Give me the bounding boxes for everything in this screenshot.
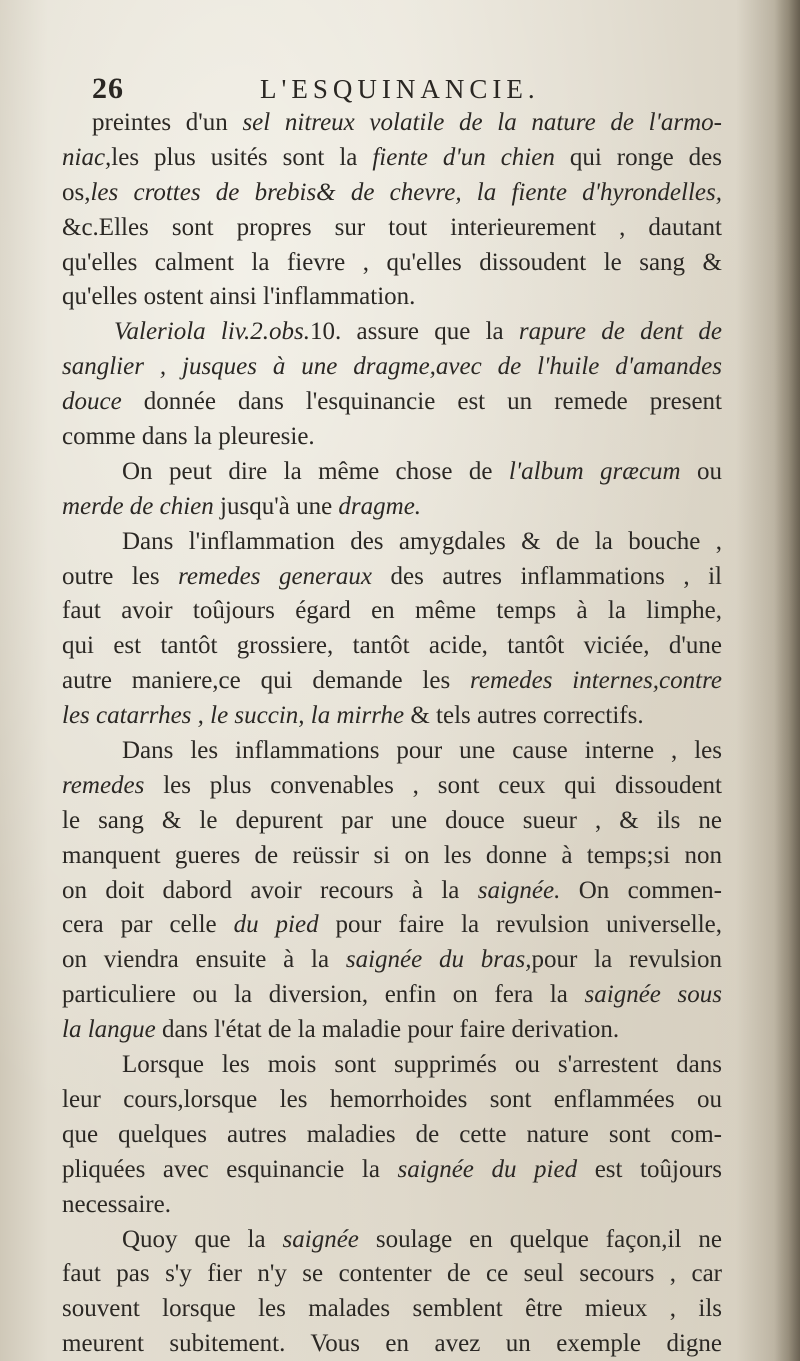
text-segment: outre les: [62, 562, 179, 590]
text-segment: On peut dire la même chose de: [122, 457, 509, 485]
text-segment: Lorsque les mois sont supprimés ou s'arrestent dans: [122, 1051, 722, 1079]
italic-segment: douce: [62, 388, 122, 416]
italic-segment: saignée: [282, 1225, 359, 1253]
text-line: [62, 420, 722, 455]
text-segment: cera par celle: [62, 911, 234, 939]
text-segment: souvent lorsque les malades semblent être mieux , ils: [62, 1295, 722, 1323]
text-line: [62, 908, 722, 943]
text-segment: autre maniere,ce qui demande les: [62, 667, 471, 695]
italic-segment: dragme.: [338, 492, 422, 520]
text-line: [62, 804, 722, 839]
text-segment: os,: [62, 178, 91, 206]
text-line: [62, 1153, 722, 1188]
text-segment: faut avoir toûjours égard en même temps à la limphe,: [62, 597, 722, 625]
text-line: [62, 1257, 722, 1292]
text-line: [62, 211, 722, 246]
text-segment: 10. assure que la: [310, 318, 519, 346]
text-segment: les plus usités sont la: [111, 143, 373, 171]
italic-segment: saignée du pied: [397, 1155, 578, 1183]
text-segment: qu'elles ostent ainsi l'inflammation.: [62, 283, 416, 311]
running-title: L'ESQUINANCIE.: [260, 74, 540, 104]
text-segment: jusqu'à une: [213, 492, 339, 520]
text-line: [62, 978, 722, 1013]
text-segment: on doit dabord avoir recours à la: [62, 876, 478, 904]
text-segment: est toûjours: [577, 1155, 723, 1183]
text-line: [62, 943, 722, 978]
text-segment: dans l'état de la maladie pour faire derivation.: [155, 1016, 620, 1044]
italic-segment: l'album græcum: [508, 457, 681, 485]
text-line: [62, 560, 722, 595]
text-segment: manquent gueres de reüssir si on les donne à temps;si non: [62, 841, 722, 869]
italic-segment: merde de chien: [62, 492, 214, 520]
italic-segment: fiente d'un chien: [372, 143, 555, 171]
text-segment: que quelques autres maladies de cette nature sont com-: [62, 1120, 722, 1148]
text-line: [62, 106, 722, 141]
text-segment: comme dans la pleuresie.: [62, 423, 315, 451]
text-segment: pour la revulsion: [531, 946, 722, 974]
italic-segment: les catarrhes , le succin, la mirrhe: [62, 702, 405, 730]
italic-segment: du pied: [233, 911, 319, 939]
text-line: [62, 176, 722, 211]
italic-segment: saignée sous: [584, 981, 722, 1009]
text-line: [62, 874, 722, 909]
text-line: [62, 1118, 722, 1153]
text-segment: des autres inflammations , il: [371, 562, 722, 590]
italic-segment: la langue: [62, 1016, 156, 1044]
italic-segment: sanglier , jusques à une dragme,avec de l'huile d'amandes: [62, 353, 722, 381]
text-line: [62, 594, 722, 629]
text-line: [62, 1083, 722, 1118]
text-line: [62, 315, 722, 350]
text-line: [62, 280, 722, 315]
italic-segment: niac,: [62, 143, 112, 171]
text-segment: &c.Elles sont propres sur tout interieurement , dautant: [62, 213, 722, 241]
text-segment: On commen-: [560, 876, 723, 904]
text-segment: donnée dans l'esquinancie est un remede present: [121, 388, 722, 416]
italic-segment: saignée.: [477, 876, 561, 904]
text-segment: qui ronge des: [554, 143, 722, 171]
text-line: [62, 246, 722, 281]
text-line: [62, 1188, 722, 1223]
text-line: [62, 1292, 722, 1327]
text-line: [62, 1223, 722, 1258]
body-text: [62, 106, 722, 1361]
italic-segment: remedes: [62, 771, 145, 799]
text-segment: necessaire.: [62, 1190, 171, 1218]
text-line: [62, 1048, 722, 1083]
text-line: [62, 385, 722, 420]
text-segment: meurent subitement. Vous en avez un exemple digne: [62, 1330, 722, 1358]
text-segment: Dans l'inflammation des amygdales & de la bouche ,: [122, 527, 722, 555]
text-line: [62, 350, 722, 385]
text-line: [62, 1013, 722, 1048]
text-segment: soulage en quelque façon,il ne: [358, 1225, 722, 1253]
text-line: [62, 734, 722, 769]
text-segment: le sang & le depurent par une douce sueur , & ils ne: [62, 806, 722, 834]
text-segment: leur cours,lorsque les hemorrhoides sont enflammées ou: [62, 1085, 722, 1113]
text-segment: particuliere ou la diversion, enfin on fera la: [62, 981, 585, 1009]
text-segment: ou: [680, 457, 723, 485]
text-segment: Quoy que la: [122, 1225, 283, 1253]
italic-segment: remedes internes,contre: [470, 667, 722, 695]
italic-segment: remedes generaux: [178, 562, 372, 590]
text-line: [62, 141, 722, 176]
italic-segment: saignée du bras,: [345, 946, 532, 974]
text-segment: pour faire la revulsion universelle,: [318, 911, 722, 939]
text-segment: qui est tantôt grossiere, tantôt acide, tantôt viciée, d'une: [62, 632, 722, 660]
text-line: [62, 490, 722, 525]
italic-segment: les crottes de brebis& de chevre, la fiente d'hyrondelles,: [90, 178, 722, 206]
text-line: [62, 629, 722, 664]
text-line: [62, 525, 722, 560]
text-segment: Dans les inflammations pour une cause interne , les: [122, 737, 722, 765]
text-line: [62, 699, 722, 734]
text-segment: qu'elles calment la fievre , qu'elles dissoudent le sang &: [62, 248, 722, 276]
text-line: [62, 455, 722, 490]
text-line: [62, 664, 722, 699]
italic-segment: sel nitreux volatile de la nature de l'armo-: [242, 109, 723, 136]
text-segment: & tels autres correctifs.: [404, 702, 644, 730]
text-segment: on viendra ensuite à la: [62, 946, 346, 974]
text-segment: les plus convenables , sont ceux qui dissoudent: [144, 771, 722, 799]
text-line: [62, 839, 722, 874]
text-line: [62, 1327, 722, 1361]
italic-segment: rapure de dent de: [518, 318, 722, 346]
text-segment: pliquées avec esquinancie la: [62, 1155, 398, 1183]
italic-segment: Valeriola liv.2.obs.: [114, 318, 311, 346]
page-number: 26: [92, 72, 124, 105]
text-segment: preintes d'un: [92, 109, 243, 136]
text-segment: faut pas s'y fier n'y se contenter de ce seul secours , car: [62, 1260, 722, 1288]
text-line: [62, 769, 722, 804]
